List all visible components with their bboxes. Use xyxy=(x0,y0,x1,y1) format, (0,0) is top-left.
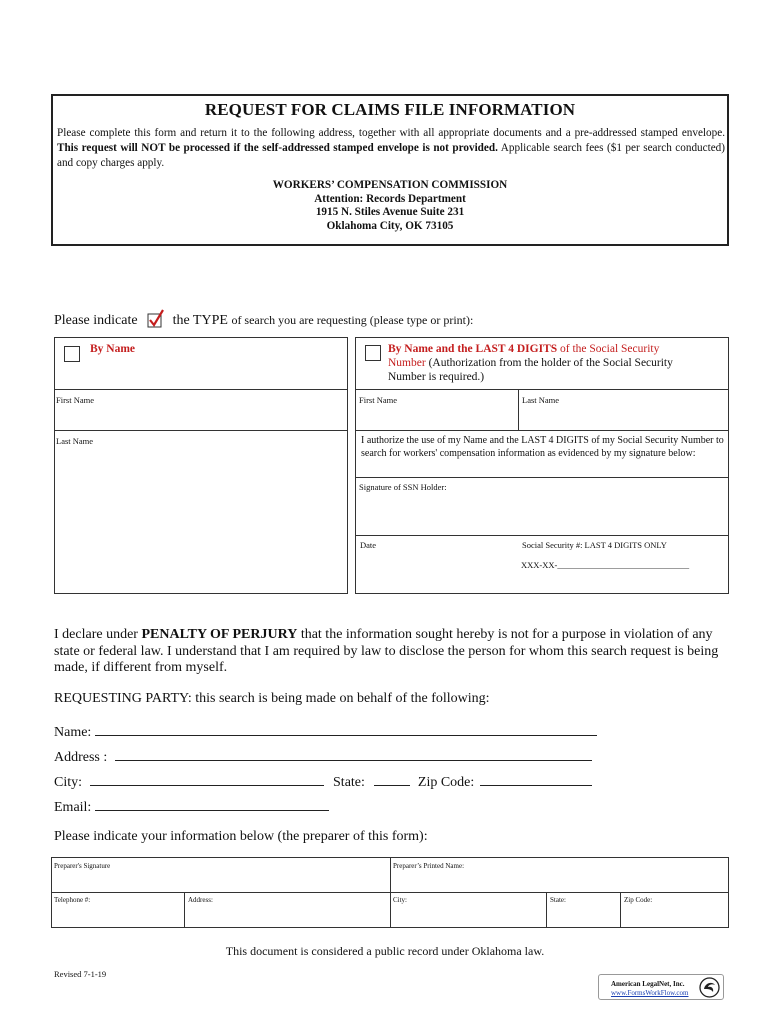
preparer-address-field[interactable] xyxy=(184,892,391,928)
by-ssn-checkbox[interactable] xyxy=(365,345,381,361)
intro-text-2: Applicable search fees ($1 per search conducted) and copy charges apply. xyxy=(57,142,726,169)
telephone-label: Telephone #: xyxy=(54,896,91,904)
perjury-declaration xyxy=(54,627,730,677)
state-label: State: xyxy=(333,775,365,790)
public-record-notice: This document is considered a public record under Oklahoma law. xyxy=(225,944,545,958)
address-line-2: Attention: Records Department xyxy=(314,192,466,205)
address-line-3: 1915 N. Stiles Avenue Suite 231 xyxy=(315,206,465,218)
ssn-first-name-label: First Name xyxy=(359,395,398,405)
mailing-address xyxy=(53,179,727,233)
by-ssn-label xyxy=(388,342,718,384)
ssn-label-required: Number is required.) xyxy=(388,371,485,383)
last-name-field[interactable] xyxy=(54,430,348,594)
declaration-text-1: I declare under xyxy=(54,627,138,642)
ssn-digits-label: Social Security #: LAST 4 DIGITS ONLY xyxy=(522,540,667,550)
preparer-zip-label: Zip Code: xyxy=(624,896,653,904)
type-prefix: Please indicate xyxy=(54,313,138,328)
by-name-label: By Name xyxy=(90,343,136,355)
email-row xyxy=(54,798,329,816)
preparer-state-label: State: xyxy=(550,896,566,904)
preparer-address-label: Address: xyxy=(188,896,213,904)
form-title: REQUEST FOR CLAIMS FILE INFORMATION xyxy=(204,100,576,119)
date-label: Date xyxy=(360,540,377,550)
ssn-label-bold: By Name and the LAST 4 DIGITS xyxy=(388,343,558,355)
authorization-text: I authorize the use of my Name and the LAST 4 DIGITS of my Social Security Number to search for workers' compensation information as evidenced by my signature below: xyxy=(361,435,724,459)
declaration-bold: PENALTY OF PERJURY xyxy=(141,627,298,642)
preparer-city-field[interactable] xyxy=(390,892,547,928)
name-row xyxy=(54,723,597,741)
preparer-city-label: City: xyxy=(393,896,408,904)
preparer-printed-name-label: Preparer’s Printed Name: xyxy=(393,862,465,870)
search-type-instruction xyxy=(54,309,473,329)
address-label: Address : xyxy=(54,750,108,765)
intro-text-1: Please complete this form and return it to the following address, together with all appropriate documents and a pre-addressed stamped envelope. xyxy=(57,127,725,139)
brand-logo-icon xyxy=(699,977,720,998)
brand-name: American LegalNet, Inc. xyxy=(611,980,685,988)
date-field[interactable] xyxy=(355,548,515,592)
declaration-text-2: that the information sought hereby is not for a purpose in violation of any state or federal law. I understand that I am required by law to disclose the person for whom this search request is being made, if different from myself. xyxy=(54,627,719,675)
ssn-signature-label: Signature of SSN Holder: xyxy=(359,482,447,492)
by-name-checkbox[interactable] xyxy=(64,346,80,362)
city-input[interactable] xyxy=(90,773,324,786)
zip-label: Zip Code: xyxy=(417,775,475,790)
ssn-label-auth: (Authorization from the holder of the Social Security xyxy=(428,357,673,369)
email-input[interactable] xyxy=(95,798,329,811)
header-box xyxy=(51,94,729,246)
preparer-signature-label: Preparer's Signature xyxy=(54,862,111,870)
intro-text-bold: This request will NOT be processed if the self-addressed stamped envelope is not provided. xyxy=(57,142,498,154)
preparer-heading: Please indicate your information below (the preparer of this form): xyxy=(54,829,428,844)
type-suffix-big: the TYPE xyxy=(172,313,228,328)
checkmark-icon xyxy=(147,309,165,329)
address-row xyxy=(54,748,592,766)
intro-paragraph xyxy=(57,126,725,171)
brand-badge[interactable] xyxy=(598,974,724,1000)
state-input[interactable] xyxy=(374,773,410,786)
zip-input[interactable] xyxy=(480,773,592,786)
ssn-digits-field[interactable]: XXX-XX-_______________________________ xyxy=(521,560,690,570)
address-line-1: WORKERS’ COMPENSATION COMMISSION xyxy=(272,179,508,191)
last-name-label: Last Name xyxy=(56,436,94,446)
ssn-label-number: Number xyxy=(388,357,426,369)
requesting-party-heading: REQUESTING PARTY: this search is being made on behalf of the following: xyxy=(54,691,490,706)
revision-date: Revised 7-1-19 xyxy=(54,969,107,979)
first-name-field[interactable] xyxy=(54,389,348,431)
type-suffix-small: of search you are requesting (please type or print): xyxy=(231,313,474,327)
email-label: Email: xyxy=(54,800,92,815)
name-label: Name: xyxy=(54,725,92,740)
ssn-last-name-label: Last Name xyxy=(522,395,560,405)
city-label: City: xyxy=(54,775,83,790)
ssn-label-rest: of the Social Security xyxy=(560,343,660,355)
brand-url-link[interactable]: www.FormsWorkFlow.com xyxy=(611,989,689,997)
city-state-zip-row xyxy=(54,773,592,791)
address-input[interactable] xyxy=(115,748,592,761)
name-input[interactable] xyxy=(95,723,597,736)
address-line-4: Oklahoma City, OK 73105 xyxy=(326,219,454,232)
first-name-label: First Name xyxy=(56,395,95,405)
